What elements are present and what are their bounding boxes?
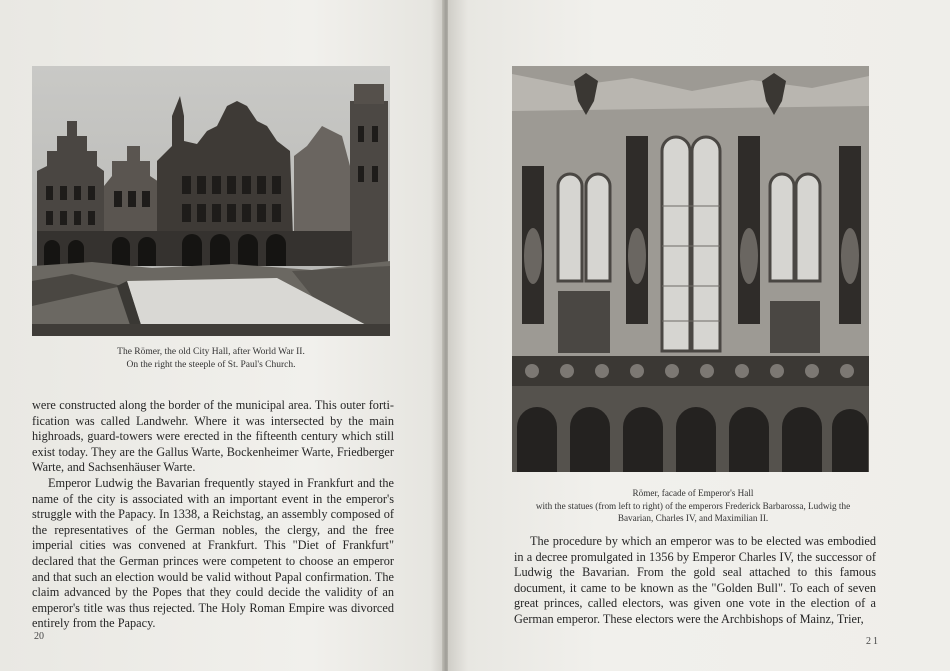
right-paragraph-1: The procedure by which an emperor was to be elected was embodied in a decree promulgated in 1356 by Emperor Charles IV, the successor of Ludwig the Bavarian. From the gold seal attached to this famous document, it came to be known as the "Golden Bull". To each of seven great princes, called electors, was given one vote in the election of a German emperor. These electors were the Archbishops of Mainz, Trier, <box>514 534 876 626</box>
right-body-text <box>514 534 876 628</box>
left-caption-line2: On the right the steeple of St. Paul's Church. <box>126 360 296 370</box>
right-page-number: 21 <box>866 636 880 647</box>
right-photo-caption <box>488 487 898 525</box>
left-paragraph-2: Emperor Ludwig the Bavarian frequently stayed in Frankfurt and the name of the city is associated with an important event in the emperor's struggle with the Papacy. In 1338, a Reichstag, an assembly composed of the representatives of the German nobles, the clergy, and the free imperial cities was convened at Frankfurt. This "Diet of Frankfurt" declared that the German princes were competent to choose an emperor and that such an election would be valid without Papal confirmation. The claim advanced by the Popes that they could decide the validity of an emperor's title was thus rejected. The Holy Roman Empire was divorced entirely from the Papacy. <box>32 475 394 631</box>
right-page <box>448 0 950 671</box>
left-caption-line1: The Römer, the old City Hall, after World War II. <box>117 347 305 357</box>
emperors-hall-facade-photo <box>512 66 869 472</box>
right-caption-line2: with the statues (from left to right) of the emperors Frederick Barbarossa, Ludwig the <box>535 500 851 511</box>
left-photo-caption <box>32 346 390 372</box>
left-page-number: 20 <box>34 631 44 642</box>
left-page <box>0 0 444 671</box>
right-caption-line1: Römer, facade of Emperor's Hall <box>632 488 754 498</box>
right-caption-line3: Bavarian, Charles IV, and Maximilian II. <box>617 513 769 524</box>
left-paragraph-1: were constructed along the border of the municipal area. This outer fortification was called Landwehr. Where it was intersected by the main highroads, guard-towers were erected in the fifteenth century which still exist today. They are the Gallus Warte, Bockenheimer Warte, Friedberger Warte, and Sachsenhäuser Warte. <box>32 398 394 475</box>
left-body-text <box>32 398 394 632</box>
roemer-city-hall-photo <box>32 66 390 336</box>
